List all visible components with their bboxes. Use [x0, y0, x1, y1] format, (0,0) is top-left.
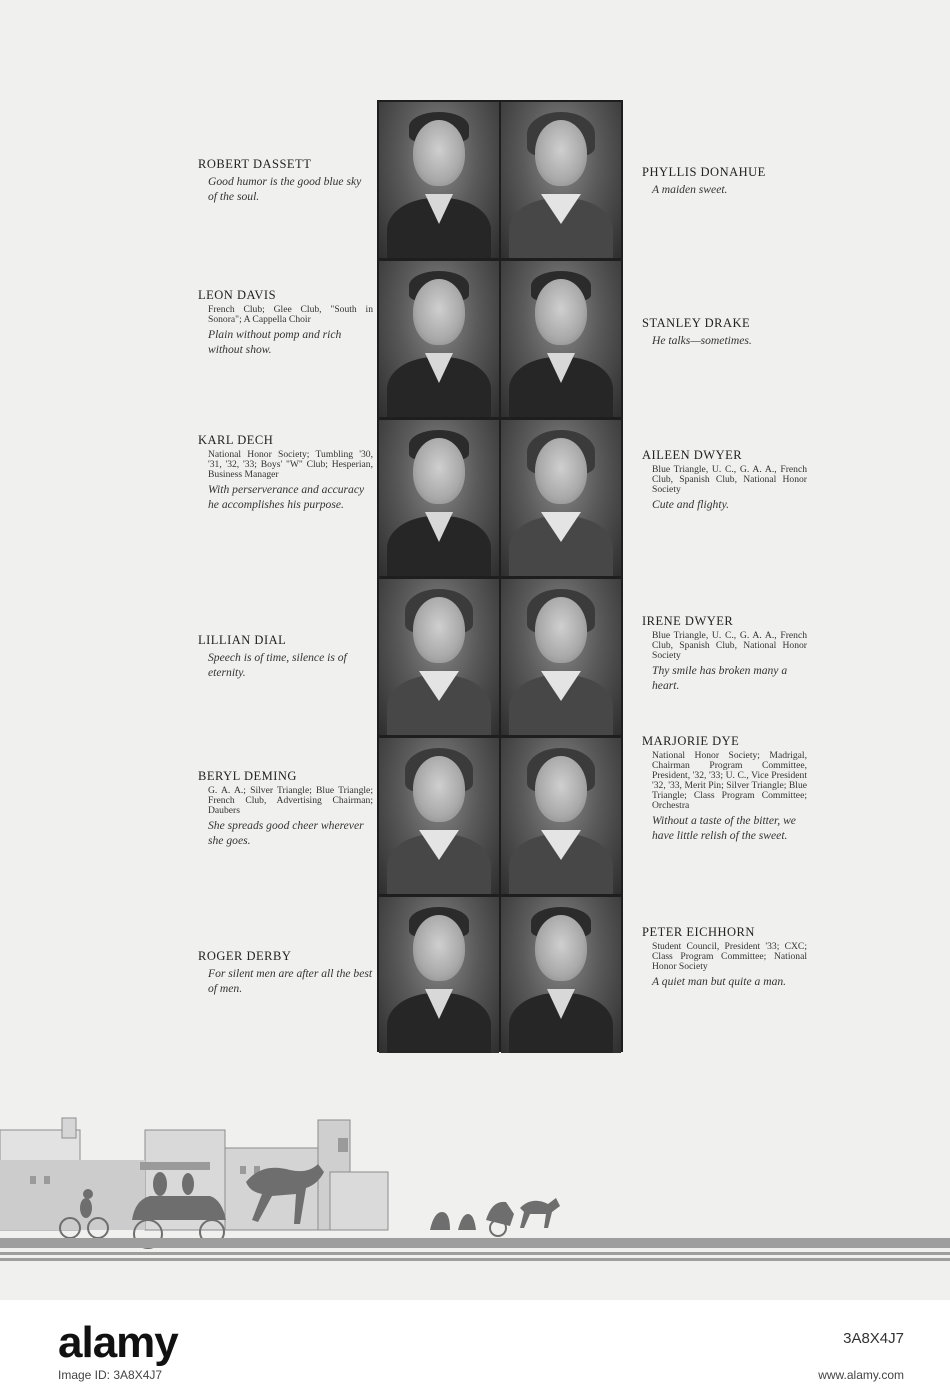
student-name: LILLIAN DIAL [198, 633, 287, 647]
student-name: AILEEN DWYER [642, 448, 743, 462]
street-scene-illustration [0, 1100, 950, 1290]
portrait-photo [379, 261, 499, 417]
student-entry [198, 157, 373, 204]
portrait-photo [379, 738, 499, 894]
stock-brand-logo: alamy [58, 1318, 178, 1367]
stock-image-id: Image ID: 3A8X4J7 [58, 1368, 163, 1382]
stock-image-code: 3A8X4J7 [843, 1330, 904, 1347]
student-entry [642, 734, 807, 843]
portrait-photo [379, 420, 499, 576]
portrait-photo [501, 579, 621, 735]
student-name: STANLEY DRAKE [642, 316, 751, 330]
student-quote: Thy smile has broken many a heart. [652, 664, 788, 692]
portrait-photo [501, 102, 621, 258]
student-entry [642, 925, 807, 989]
student-entry [642, 448, 807, 512]
student-quote: Without a taste of the bitter, we have little relish of the sweet. [652, 814, 796, 842]
student-name: KARL DECH [198, 433, 274, 447]
student-activities: Student Council, President '33; CXC; Class Program Committee; National Honor Society [652, 941, 807, 972]
portrait-column [377, 100, 623, 1052]
student-entry [198, 949, 373, 996]
portrait-photo [379, 897, 499, 1053]
student-entry [642, 165, 807, 197]
student-name: PHYLLIS DONAHUE [642, 165, 766, 179]
student-entry [198, 433, 373, 512]
student-quote: Plain without pomp and rich without show. [208, 328, 342, 356]
student-activities: Blue Triangle, U. C., G. A. A., French Club, Spanish Club, National Honor Society [652, 464, 807, 495]
student-activities: National Honor Society; Tumbling '30, '31, '32, '33; Boys' "W" Club; Hesperian, Business Manager [208, 449, 373, 480]
student-quote: Cute and flighty. [652, 498, 729, 511]
student-quote: With perserverance and accuracy he accomplishes his purpose. [208, 483, 365, 511]
student-entry [198, 288, 373, 357]
portrait-photo [501, 420, 621, 576]
student-quote: Speech is of time, silence is of eternity. [208, 651, 347, 679]
student-quote: For silent men are after all the best of men. [208, 967, 373, 995]
student-entry [198, 633, 373, 680]
student-name: PETER EICHHORN [642, 925, 755, 939]
student-quote: She spreads good cheer wherever she goes. [208, 819, 364, 847]
portrait-photo [501, 738, 621, 894]
student-activities: National Honor Society; Madrigal, Chairman Program Committee, President, '32, '33; U. C., Vice President '32, '33, Merit Pin; Silver Triangle; Blue Triangle; Class Program Committee; Orchestra [652, 750, 807, 811]
student-name: MARJORIE DYE [642, 734, 740, 748]
portrait-photo [501, 897, 621, 1053]
student-quote: He talks—sometimes. [652, 334, 752, 347]
portrait-photo [501, 261, 621, 417]
student-entry [642, 316, 807, 348]
student-activities: French Club; Glee Club, "South in Sonora"; A Cappella Choir [208, 304, 373, 325]
portrait-photo [379, 102, 499, 258]
student-name: ROBERT DASSETT [198, 157, 312, 171]
stock-url: www.alamy.com [818, 1368, 904, 1382]
student-name: BERYL DEMING [198, 769, 297, 783]
student-activities: G. A. A.; Silver Triangle; Blue Triangle; French Club, Advertising Chairman; Daubers [208, 785, 373, 816]
student-name: ROGER DERBY [198, 949, 292, 963]
student-quote: A quiet man but quite a man. [652, 975, 787, 988]
student-name: IRENE DWYER [642, 614, 734, 628]
student-name: LEON DAVIS [198, 288, 277, 302]
portrait-photo [379, 579, 499, 735]
student-entry [642, 614, 807, 693]
student-activities: Blue Triangle, U. C., G. A. A., French Club, Spanish Club, National Honor Society [652, 630, 807, 661]
student-quote: A maiden sweet. [652, 183, 728, 196]
student-entry [198, 769, 373, 848]
student-quote: Good humor is the good blue sky of the soul. [208, 175, 362, 203]
